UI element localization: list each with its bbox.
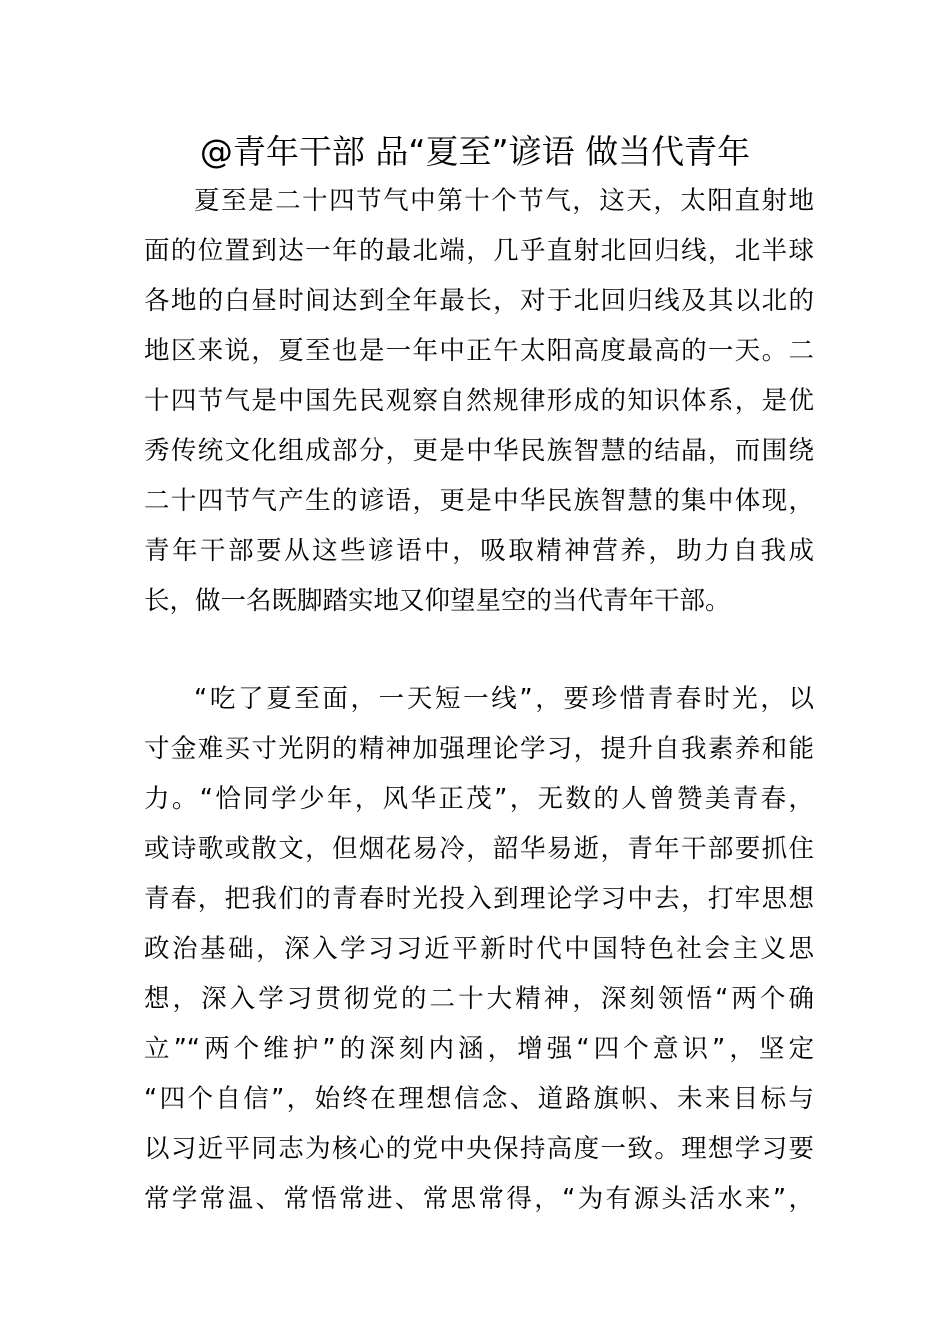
paragraph-line: 以习近平同志为核心的党中央保持高度一致。理想学习要: [144, 1134, 814, 1164]
document-title: @青年干部 品“夏至”谚语 做当代青年: [199, 132, 751, 171]
paragraph-line: 十四节气是中国先民观察自然规律形成的知识体系，是优: [144, 386, 814, 416]
paragraph-line: 秀传统文化组成部分，更是中华民族智慧的结晶，而围绕: [144, 436, 814, 466]
paragraph-line: “吃了夏至面，一天短一线”，要珍惜青春时光，以: [194, 684, 814, 714]
paragraph-line: 地区来说，夏至也是一年中正午太阳高度最高的一天。二: [144, 336, 814, 366]
paragraph-line: 二十四节气产生的谚语，更是中华民族智慧的集中体现，: [144, 486, 814, 516]
paragraph-line: 青春，把我们的青春时光投入到理论学习中去，打牢思想: [144, 884, 814, 914]
paragraph-line: 面的位置到达一年的最北端，几乎直射北回归线，北半球: [144, 236, 814, 266]
paragraph-line: 立”“两个维护”的深刻内涵，增强“四个意识”，坚定: [144, 1034, 814, 1064]
paragraph-line: 寸金难买寸光阴的精神加强理论学习，提升自我素养和能: [144, 734, 814, 764]
paragraph-line: “四个自信”，始终在理想信念、道路旗帜、未来目标与: [144, 1084, 814, 1114]
paragraph-line: 青年干部要从这些谚语中，吸取精神营养，助力自我成: [144, 536, 814, 566]
paragraph-line: 常学常温、常悟常进、常思常得，“为有源头活水来”，: [144, 1184, 814, 1214]
paragraph-line: 想，深入学习贯彻党的二十大精神，深刻领悟“两个确: [144, 984, 814, 1014]
paragraph-2: [144, 674, 814, 1224]
paragraph-1: [144, 176, 814, 626]
paragraph-line: 或诗歌或散文，但烟花易冷，韶华易逝，青年干部要抓住: [144, 834, 814, 864]
paragraph-line: 政治基础，深入学习习近平新时代中国特色社会主义思: [144, 934, 814, 964]
paragraph-line: 各地的白昼时间达到全年最长，对于北回归线及其以北的: [144, 286, 814, 316]
paragraph-line: 力。“恰同学少年，风华正茂”，无数的人曾赞美青春，: [144, 784, 814, 814]
paragraph-line: 夏至是二十四节气中第十个节气，这天，太阳直射地: [194, 186, 814, 216]
paragraph-line: 长，做一名既脚踏实地又仰望星空的当代青年干部。: [144, 586, 731, 616]
